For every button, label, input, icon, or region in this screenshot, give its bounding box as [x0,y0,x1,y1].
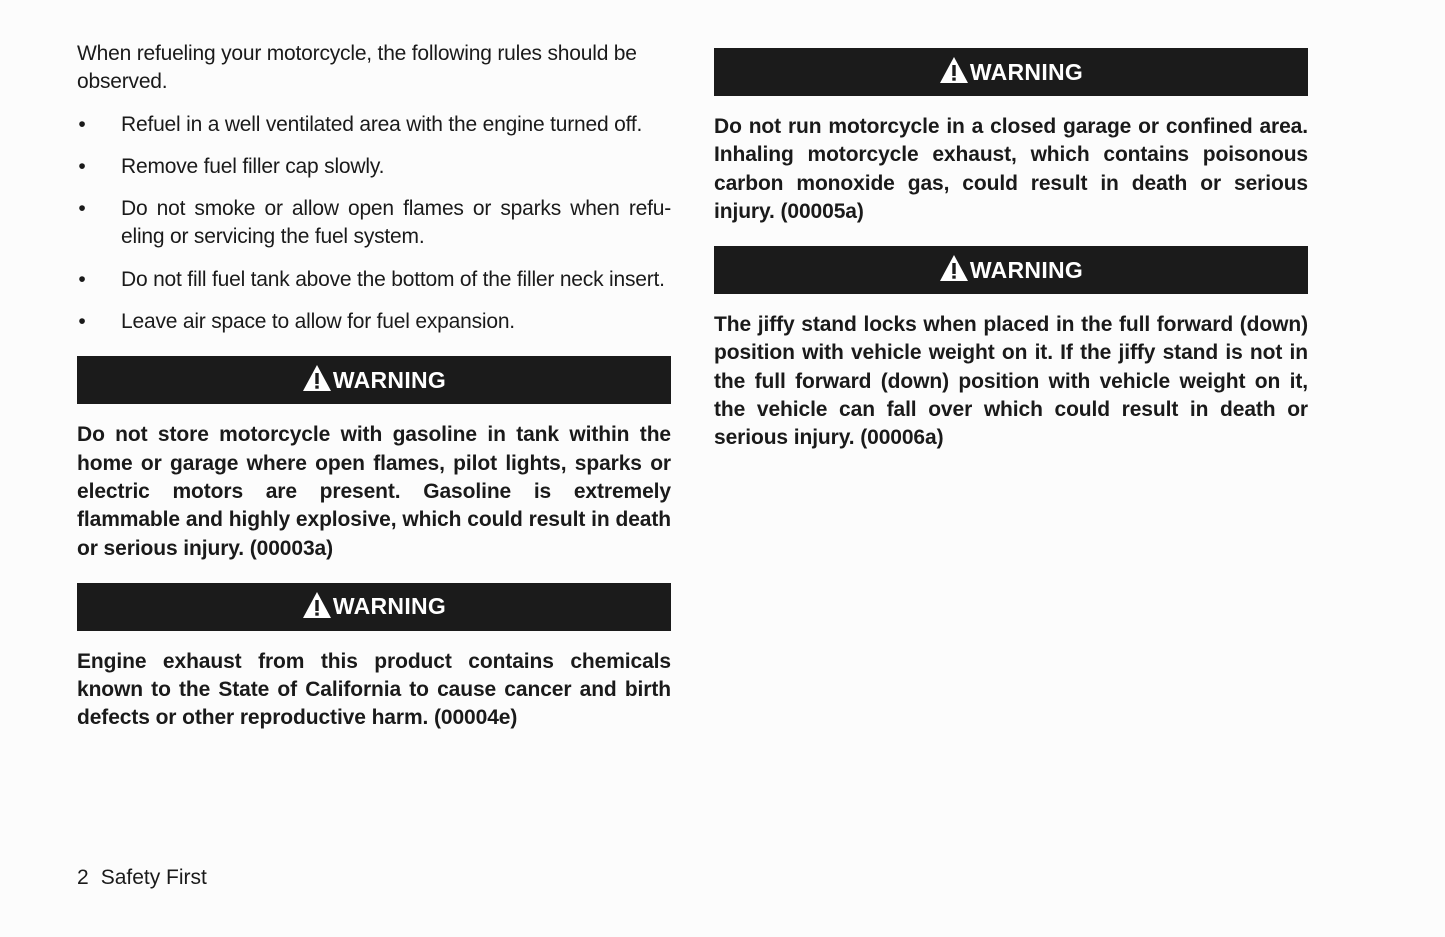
warning-text: The jiffy stand locks when placed in the full forward (down) position with vehicle weight on it. If the jiffy stand is not in the full forward (down) position with vehicle weight on it, the vehicle can fall over which could result in death or serious injury. (00006a) [714,313,1308,450]
warning-triangle-icon [302,364,332,392]
warning-banner: WARNING [77,583,671,631]
refuel-rules-list [77,111,671,337]
warning-triangle-icon [939,254,969,282]
intro-text: When refueling your motorcycle, the following rules should be observed. [77,42,637,94]
warning-text: Engine exhaust from this product contains chemicals known to the State of California to cause cancer and birth defects or other reproductive harm. (00004e) [77,649,671,730]
warning-triangle-icon [939,56,969,84]
warning-text: Do not run motorcycle in a closed garage or confined area. Inhaling motorcycle exhaust, which contains poisonous carbon monoxide gas, could result in death or serious injury. (00005a) [714,115,1308,223]
warning-banner: WARNING [77,356,671,404]
warning-text: Do not store motorcycle with gasoline in tank within the home or garage where open flames, pilot lights, sparks or electric motors are present. Gasoline is extremely flammable and highly explosive, which could result in death or serious injury. (00003a) [77,423,671,560]
section-title: Safety First [100,866,207,889]
page-footer [77,866,207,890]
list-item: • Do not fill fuel tank above the bottom of the filler neck insert. [78,267,665,291]
list-item: • Remove fuel filler cap slowly. [78,154,385,178]
warning-triangle-icon [302,591,332,619]
list-item: • Do not smoke or allow open flames or sparks when refu-eling or servicing the fuel system. [78,197,671,249]
left-column [77,40,671,733]
list-item: • Leave air space to allow for fuel expansion. [78,310,515,334]
right-column [714,48,1308,453]
page-number: 2 [77,866,89,889]
list-item: • Refuel in a well ventilated area with the engine turned off. [78,112,643,136]
warning-banner: WARNING [714,246,1308,294]
warning-banner: WARNING [714,48,1308,96]
